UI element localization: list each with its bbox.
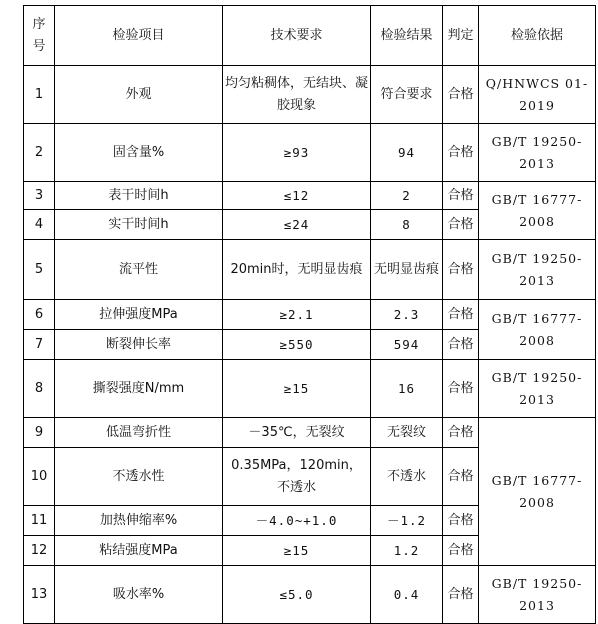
row-no: 7: [24, 330, 55, 360]
row-basis: GB/T 16777-2008: [479, 300, 596, 360]
row-no: 4: [24, 210, 55, 240]
row-item: 表干时间h: [55, 182, 223, 210]
row-no: 12: [24, 536, 55, 566]
row-item: 断裂伸长率: [55, 330, 223, 360]
row-judgment: 合格: [443, 330, 479, 360]
table-row: [24, 360, 596, 418]
row-result: 16: [371, 360, 443, 418]
row-item: 拉伸强度MPa: [55, 300, 223, 330]
row-result: 8: [371, 210, 443, 240]
row-requirement: ≤5.0: [223, 566, 371, 624]
row-item: 外观: [55, 66, 223, 124]
row-result: 无明显齿痕: [371, 240, 443, 300]
header-item: 检验项目: [55, 6, 223, 66]
inspection-table: [23, 5, 596, 624]
row-item: 加热伸缩率%: [55, 506, 223, 536]
row-item: 固含量%: [55, 124, 223, 182]
row-item: 实干时间h: [55, 210, 223, 240]
header-no: 序 号: [24, 6, 55, 66]
row-judgment: 合格: [443, 182, 479, 210]
row-no: 8: [24, 360, 55, 418]
row-item: 低温弯折性: [55, 418, 223, 448]
row-judgment: 合格: [443, 566, 479, 624]
row-result: 2.3: [371, 300, 443, 330]
row-basis: GB/T 19250-2013: [479, 360, 596, 418]
row-result: 2: [371, 182, 443, 210]
row-no: 6: [24, 300, 55, 330]
row-requirement: ≥93: [223, 124, 371, 182]
row-result: 1.2: [371, 536, 443, 566]
header-requirement: 技术要求: [223, 6, 371, 66]
table-row: [24, 66, 596, 124]
row-requirement: ≤24: [223, 210, 371, 240]
row-result: 不透水: [371, 448, 443, 506]
row-item: 不透水性: [55, 448, 223, 506]
row-judgment: 合格: [443, 536, 479, 566]
table-row: [24, 124, 596, 182]
row-no: 3: [24, 182, 55, 210]
row-result: 94: [371, 124, 443, 182]
row-item: 吸水率%: [55, 566, 223, 624]
row-judgment: 合格: [443, 210, 479, 240]
row-no: 10: [24, 448, 55, 506]
table-row: [24, 566, 596, 624]
row-judgment: 合格: [443, 418, 479, 448]
row-requirement: －4.0~+1.0: [223, 506, 371, 536]
row-basis: GB/T 16777-2008: [479, 418, 596, 566]
row-no: 5: [24, 240, 55, 300]
row-judgment: 合格: [443, 66, 479, 124]
row-result: 无裂纹: [371, 418, 443, 448]
row-judgment: 合格: [443, 448, 479, 506]
row-no: 11: [24, 506, 55, 536]
row-requirement: －35℃，无裂纹: [223, 418, 371, 448]
row-result: 符合要求: [371, 66, 443, 124]
header-result: 检验结果: [371, 6, 443, 66]
row-result: －1.2: [371, 506, 443, 536]
row-requirement: ≥2.1: [223, 300, 371, 330]
header-basis: 检验依据: [479, 6, 596, 66]
header-judgment: 判定: [443, 6, 479, 66]
row-judgment: 合格: [443, 124, 479, 182]
row-no: 9: [24, 418, 55, 448]
row-basis: GB/T 19250-2013: [479, 240, 596, 300]
row-no: 1: [24, 66, 55, 124]
row-judgment: 合格: [443, 360, 479, 418]
row-requirement: 20min时，无明显齿痕: [223, 240, 371, 300]
table-row: [24, 182, 596, 210]
row-basis: GB/T 16777-2008: [479, 182, 596, 240]
row-judgment: 合格: [443, 240, 479, 300]
row-requirement: 0.35MPa，120min，不透水: [223, 448, 371, 506]
table-row: [24, 418, 596, 448]
row-basis: GB/T 19250-2013: [479, 566, 596, 624]
row-result: 0.4: [371, 566, 443, 624]
row-item: 粘结强度MPa: [55, 536, 223, 566]
row-item: 流平性: [55, 240, 223, 300]
row-requirement: ≥550: [223, 330, 371, 360]
row-no: 13: [24, 566, 55, 624]
row-basis: Q/HNWCS 01-2019: [479, 66, 596, 124]
row-judgment: 合格: [443, 506, 479, 536]
row-item: 撕裂强度N/mm: [55, 360, 223, 418]
table-row: [24, 240, 596, 300]
row-no: 2: [24, 124, 55, 182]
table-row: [24, 300, 596, 330]
row-judgment: 合格: [443, 300, 479, 330]
row-result: 594: [371, 330, 443, 360]
row-basis: GB/T 19250-2013: [479, 124, 596, 182]
row-requirement: ≤12: [223, 182, 371, 210]
row-requirement: ≥15: [223, 360, 371, 418]
row-requirement: ≥15: [223, 536, 371, 566]
header-row: [24, 6, 596, 66]
row-requirement: 均匀粘稠体，无结块、凝胶现象: [223, 66, 371, 124]
